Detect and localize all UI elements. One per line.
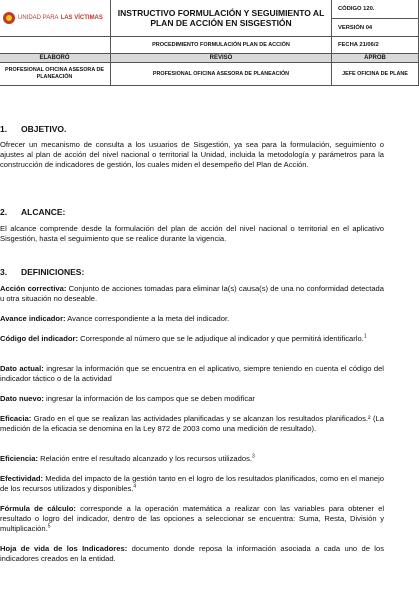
- reviso-value: PROFESIONAL OFICINA ASESORA DE PLANEACIÓN: [111, 63, 332, 86]
- aprobo-value: JEFE OFICINA DE PLANE: [332, 63, 419, 86]
- section-title: ALCANCE:: [21, 207, 66, 217]
- logo-prefix: UNIDAD PARA: [18, 15, 59, 21]
- document-title: INSTRUCTIVO FORMULACIÓN Y SEGUIMIENTO AL PLAN DE ACCIÓN EN SISGESTIÓN: [111, 0, 332, 37]
- definition-text: ingresar la información de los campos que se deben modificar: [43, 394, 255, 403]
- definition-term: Dato nuevo:: [0, 394, 44, 403]
- definition-term: Eficiencia:: [0, 454, 38, 463]
- definition-item: [0, 454, 384, 464]
- section-number: 2.: [0, 207, 8, 217]
- section-title: DEFINICIONES:: [21, 267, 85, 277]
- definition-text: documento donde reposa la información asociada a cada uno de los indicadores creados en la entidad.: [0, 544, 384, 563]
- footnote-ref: 3: [252, 453, 255, 460]
- footnote-ref: 5: [47, 523, 51, 530]
- logo-emphasis: LAS VÍCTIMAS: [60, 15, 103, 21]
- definition-item: [0, 334, 384, 344]
- section-alcance-text: El alcance comprende desde la formulación del plan de acción del nivel nacional o territorial en el aplicativo Sisgestión, hasta el seguimiento que se realice durante la vigencia.: [0, 224, 384, 243]
- section-objetivo-heading: [0, 124, 66, 134]
- definition-item: [0, 504, 384, 534]
- definition-term: Fórmula de cálculo:: [0, 504, 76, 513]
- elaboro-value: PROFESIONAL OFICINA ASESORA DE PLANEACIÓN: [0, 63, 111, 86]
- logo-cell: [0, 0, 111, 37]
- section-alcance-heading: [0, 207, 65, 217]
- definition-text: corresponde a la operación matemática a realizar con las variables para obtener el resultado o logro del indicador, dentro de las opciones a seleccionar se encuentra: Suma, Resta, División y multiplicación.: [0, 504, 385, 533]
- definition-item: [0, 474, 384, 494]
- section-definiciones-heading: [0, 267, 84, 277]
- definition-item: [0, 284, 384, 304]
- definition-text: ingresar la información que se encuentra en el aplicativo, siempre teniendo en cuenta el código del indicador táctico o de la actividad: [0, 364, 384, 383]
- definition-term: Código del indicador:: [0, 334, 79, 343]
- section-number: 3.: [0, 267, 8, 277]
- document-date: FECHA 21/06/2: [332, 37, 419, 54]
- definition-term: Hoja de vida de los Indicadores:: [0, 544, 128, 553]
- logo-mark-icon: [3, 12, 15, 24]
- section-title: OBJETIVO.: [21, 124, 67, 134]
- definition-term: Avance indicador:: [0, 314, 66, 323]
- definition-text: Avance correspondiente a la meta del indicador.: [65, 314, 230, 323]
- definition-term: Efectividad:: [0, 474, 44, 483]
- reviso-label: REVISÓ: [111, 54, 332, 63]
- section-objetivo-text: Ofrecer un mecanismo de consulta a los usuarios de Sisgestión, ya sea para la formulación, seguimiento o ajustes al plan de acción del nivel nacional o territorial la Unidad, incluida la metodología y parámetros para la construcción de indicadores de gestión, los cuales miden el desempeño del Plan de Acción.: [0, 140, 384, 169]
- aprobo-label: APROB: [332, 54, 419, 63]
- document-header: [0, 0, 419, 86]
- section-number: 1.: [0, 124, 8, 134]
- document-subtitle: PROCEDIMIENTO FORMULACIÓN PLAN DE ACCIÓN: [111, 37, 332, 54]
- logo-spacer: [0, 37, 111, 54]
- definition-item: [0, 364, 384, 384]
- definition-item: [0, 314, 384, 324]
- document-version: VERSIÓN 04: [332, 19, 419, 37]
- document-code: CÓDIGO 120.: [332, 0, 419, 19]
- definition-text: Medida del impacto de la gestión tanto en el logro de los resultados planificados, como en el manejo de los recursos utilizados y disponibles.: [0, 474, 384, 493]
- definition-text: Relación entre el resultado alcanzado y los recursos utilizados.: [37, 454, 252, 463]
- definition-term: Acción correctiva:: [0, 284, 67, 293]
- definition-text: Grado en el que se realizan las actividades planificadas y se alcanzan los resultados planificados.² (La medición de la eficacia se denomina en la Ley 872 de 2003 como una medición de resultado).: [0, 414, 384, 433]
- definition-item: [0, 394, 384, 404]
- footnote-ref: 1: [363, 333, 367, 340]
- definition-item: [0, 414, 384, 434]
- definition-term: Eficacia:: [0, 414, 32, 423]
- elaboro-label: ELABORÓ: [0, 54, 111, 63]
- definition-item: [0, 544, 384, 564]
- definition-term: Dato actual:: [0, 364, 44, 373]
- definition-text: Conjunto de acciones tomadas para eliminar la(s) causa(s) de una no conformidad detectada u otra situación no deseable.: [0, 284, 384, 303]
- definition-text: Corresponde al número que se le adjudique al indicador y que permitirá identificarlo.: [78, 334, 364, 343]
- unidad-victimas-logo: [3, 12, 110, 24]
- footnote-ref: 4: [133, 483, 137, 490]
